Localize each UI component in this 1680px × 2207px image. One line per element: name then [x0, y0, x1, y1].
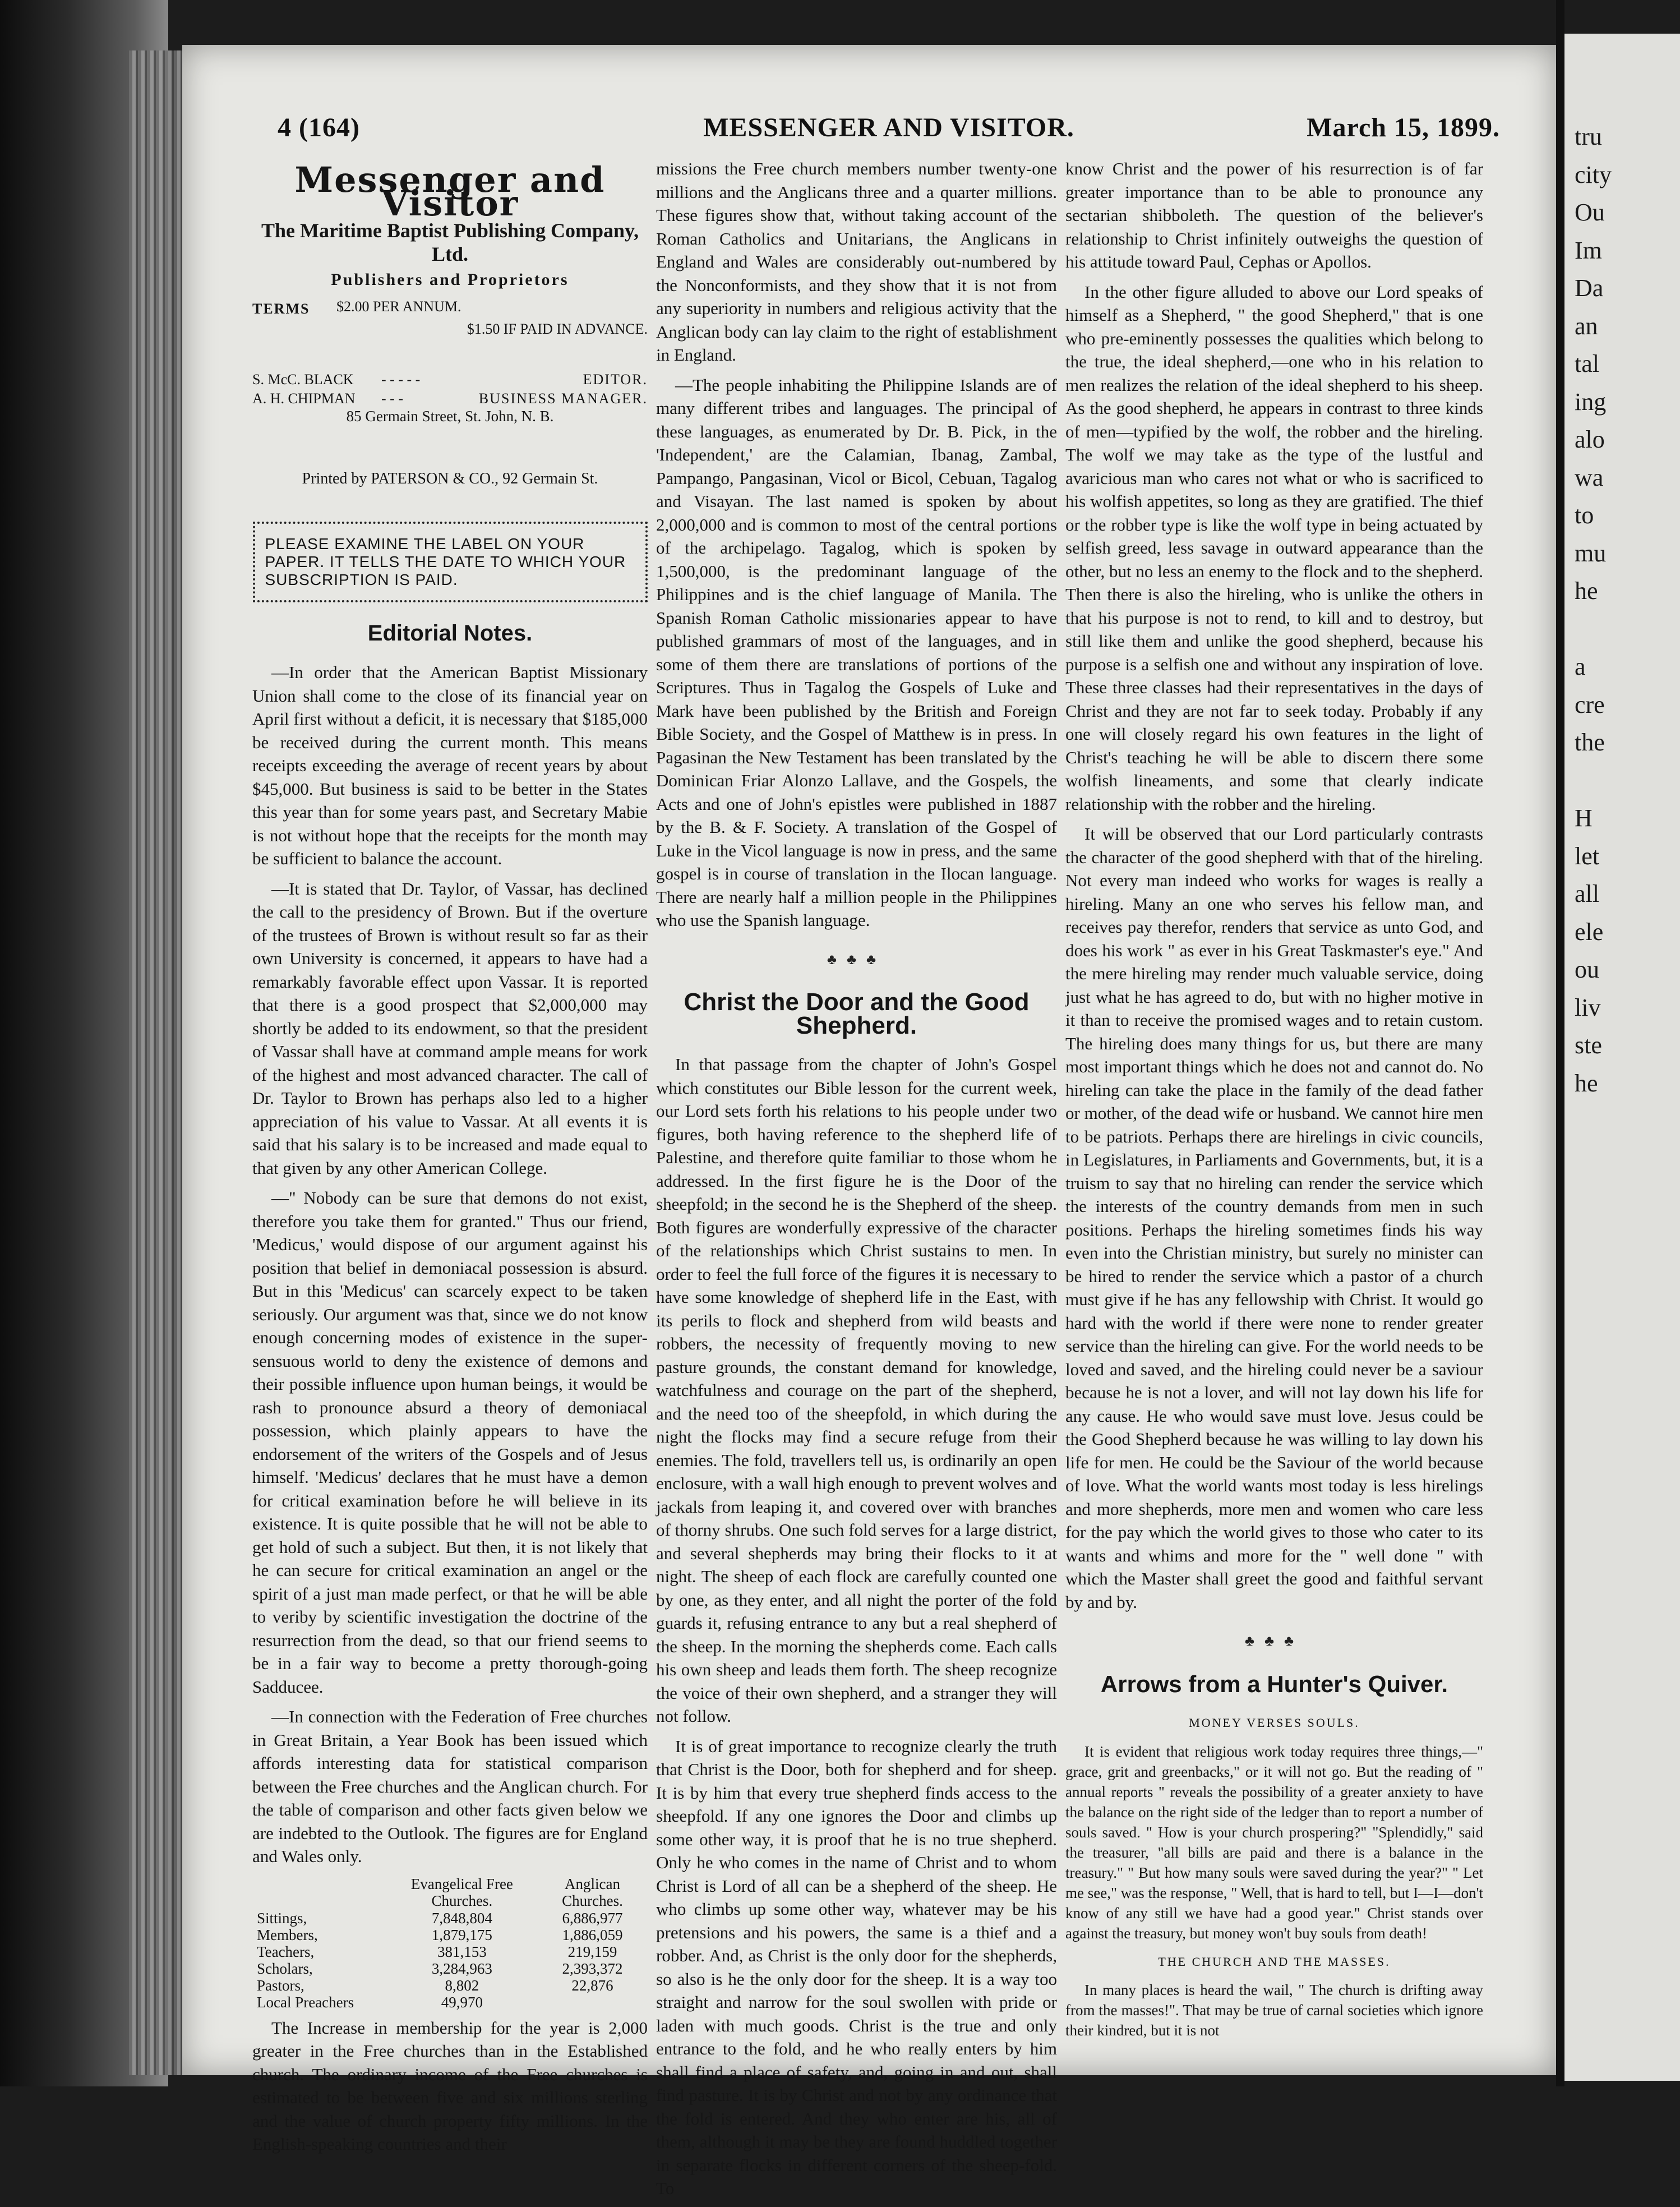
masthead	[252, 159, 648, 292]
office-address: 85 Germain Street, St. John, N. B.	[346, 407, 554, 425]
editorial-paragraph: The Increase in membership for the year is 2,000 greater in the Free churches than in the Established church. The ordinary income of the Free churches is estimated to be between five and six millions sterling and the value of church property fifty millions. In the English-speaking countries and their	[252, 2017, 648, 2154]
section-heading-christ-the-door: Christ the Door and the Good Shepherd.	[684, 988, 1030, 1039]
column-2	[656, 157, 1057, 2207]
terms-advance: $1.50 IF PAID IN ADVANCE.	[467, 320, 648, 337]
article-paragraph: —The people inhabiting the Philippine Islands are of many different tribes and languages. The principal of these languages, as enumerated by Dr. B. Pick, in the 'Independent,' are the Calamian, Ibanag, Zambal, Pampango, Pangasinan, Vicol or Bicol, Cebuan, Tagalog and Visayan. The last named is spoken by about 2,000,000 and is common to most of the central portions of the archipelago. Tagalog, which is spoken by 1,500,000, is the predominant language of the Philippines and is the chief language of Manila. The Spanish Roman Catholic missionaries appear to have published grammars of most of the languages, and in some of them there are translations of portions of the Scriptures. Thus in Tagalog the Gospels of Luke and Mark have been published by the British and Foreign Bible Society, and the Gospel of Matthew is in press. In Pagasinan the New Testament has been translated by the Dominican Friar Alonzo Lallave, and the Gospels, the Acts and one of John's epistles were published in 1887 by the B. & F. Society. A translation of the Gospel of Luke in the Vicol language is now in press, and the same gospel is in course of translation in the Ilocan language. There are nearly half a million people in the Philippines who use the Spanish language.	[656, 375, 1057, 930]
table-header-free: Evangelical Free Churches.	[410, 1875, 513, 1909]
editorial-paragraph: —It is stated that Dr. Taylor, of Vassar, has declined the call to the presidency of Brown. But if the overture of the trustees of Brown is without result so far as their own University is concerned, it appears to have had a remarkably favorable effect upon Vassar. It is reported that there is a good prospect that $2,000,000 may shortly be added to its endowment, so that the president of Vassar shall have at command ample means for work of the highest and most advanced character. The call of Dr. Taylor to Brown has perhaps also led to a higher appreciation of his value to Vassar. At all events it is said that his salary is to be increased and made equal to that given by any other American College.	[252, 878, 648, 1178]
table-cell-anglican: 2,393,372	[562, 1960, 623, 1977]
article-paragraph: It is of great importance to recognize clearly the truth that Christ is the Door, both for shepherd and for sheep. It is by him that every true shepherd finds access to the sheepfold. If any one ignores the Door and climbs up some other way, it is proof that he is no true shepherd. Only he who comes in the name of Christ and to whom Christ is Lord of all can be a shepherd of the sheep. He who climbs up some other way, whatever may be his pretensions and his powers, the same is a thief and a robber. And, as Christ is the only door for the shepherds, so also is he the only door for the sheep. It is a way too straight and narrow for the soul swollen with pride or laden with much goods. Christ is the true and only entrance to the fold, and he who really enters by him shall find a place of safety, and, going in and out, shall find pasture. It is by Christ and not by any ordinance that the fold is entered. And they who enter are his, all of them, although it may be they are found huddled together in separate flocks in different corners of the sheep-fold. To	[656, 1736, 1057, 2198]
table-cell-free: 49,970	[441, 1993, 483, 2011]
table-cell-label: Teachers,	[257, 1943, 315, 1960]
page-gutter	[1556, 0, 1564, 2086]
column-1	[252, 159, 648, 2163]
manager-row	[252, 387, 648, 407]
table-cell-free: 7,848,804	[431, 1909, 492, 1927]
ornament-divider: ♣♣♣	[1244, 1633, 1304, 1649]
editorial-paragraph: —In connection with the Federation of Free churches in Great Britain, a Year Book has been issued which affords interesting data for statistical comparison between the Free churches and the Anglican church. For the table of comparison and other facts given below we are indebted to the Outlook. The figures are for England and Wales only.	[252, 1707, 648, 1866]
table-cell-label: Local Preachers	[257, 1993, 354, 2011]
table-cell-anglican: 6,886,977	[562, 1909, 623, 1927]
table-cell-label: Sittings,	[257, 1909, 307, 1927]
table-cell-anglican	[537, 1994, 648, 2011]
table-cell-free: 381,153	[437, 1943, 487, 1960]
table-header-anglican: Anglican Churches.	[562, 1875, 623, 1909]
newspaper-page	[182, 45, 1556, 2198]
page-edges	[129, 50, 182, 2075]
table-header-blank	[252, 1875, 387, 1910]
subscription-terms	[252, 295, 648, 357]
article-paragraph: It will be observed that our Lord particularly contrasts the character of the good shepherd with that of the hireling. Not every man indeed who works for wages is really a hireling. Many an one who serves his fellow man, and receives pay therefor, renders that service as unto God, and does his work " as ever in his Great Taskmaster's eye." And the mere hireling may render much valuable service, doing just what he has agreed to do, but with no higher motive in it than to receive the promised wages and to retain custom. The hireling does many things for us, but there are many most important things which he does not and cannot do. No hireling can take the place in the family of the dead father or mother, of the dead wife or husband. We cannot hire men to be patriots. Perhaps there are hirelings in civic councils, in Legislatures, in Parliaments and Governments, but, it is a truism to say that no hireling can render the service which the interests of the country demands from men in such positions. Perhaps the hireling sometimes finds his way even into the Christian ministry, but surely no minister can be hired to render the service which a pastor of a church must give if he has any fellowship with Christ. It would go hard with the world if there were none to render greater service than the hireling can give. For the world needs to be loved and saved, and the hireling could never be a saviour because he is not a lover, and will not lay down his life for any cause. He who would save must love. Jesus could be the Good Shepherd because he was willing to lay down his life for men. He could be the Saviour of the world because of love. What the world wants most today is less hirelings and more shepherds, more men and women who care less for the pay which the world gives to those who cater to its wants and whims and more for the " well done " with which the Master shall greet the good and faithful servant by and by.	[1065, 824, 1483, 1612]
table-cell-anglican: 219,159	[567, 1943, 617, 1960]
table-row	[252, 1927, 648, 1943]
table-cell-anglican: 1,886,059	[562, 1926, 623, 1943]
article-paragraph: missions the Free church members number twenty-one millions and the Anglicans three and a quarter millions. These figures show that, without taking account of the Roman Catholics and Unitarians, the Anglicans in England and Wales are considerably out-numbered by the Nonconformists, and they show that it is not from any superiority in numbers and religious activity that the Anglican body can lay claim to the right of establishment in England.	[656, 159, 1057, 365]
editorial-paragraph: —" Nobody can be sure that demons do not exist, therefore you take them for granted." Thus our friend, 'Medicus,' would dispose of our argument against his position that belief in demoniacal possession is absurd. But in this 'Medicus' can scarcely expect to be taken seriously. Our argument was that, since we do not know enough concerning modes of existence in the super-sensuous world to deny the existence of demons and their possible influence upon human beings, it would be rash to pronounce absurd a theory of demoniacal possession, which plainly appears to have the endorsement of the writers of the Gospels and of Jesus himself. 'Medicus' declares that he must have a demon for critical examination before he will believe in its existence. It is quite possible that he will not be able to get hold of such a subject. But then, it is not likely that he can secure for critical examination an angel or the spirit of a just man made perfect, or that he will be able to veriby by scientific investigation the doctrine of the resurrection from the dead, so that our friend seems to be in a fair way to become a pretty thorough-going Sadducee.	[252, 1188, 648, 1697]
table-cell-label: Members,	[257, 1926, 318, 1943]
page-number: 4 (164)	[278, 113, 360, 142]
editor-row	[252, 368, 648, 388]
manager-role: BUSINESS MANAGER.	[478, 390, 648, 407]
leader-dots: - - - - -	[381, 371, 421, 388]
table-body	[252, 1910, 648, 2011]
article-paragraph: In many places is heard the wail, " The church is drifting away from the masses!". That may be true of carnal societies which ignore their kindred, but it is not	[1065, 1982, 1483, 2039]
table-cell-free: 3,284,963	[431, 1960, 492, 1977]
running-title: MESSENGER AND VISITOR.	[703, 113, 1074, 142]
table-row	[252, 1910, 648, 1927]
section-heading-arrows: Arrows from a Hunter's Quiver.	[1100, 1670, 1448, 1697]
terms-label: TERMS	[252, 300, 310, 317]
table-cell-label: Pastors,	[257, 1976, 304, 1994]
table-row	[252, 1977, 648, 1994]
article-paragraph: In that passage from the chapter of John's Gospel which constitutes our Bible lesson for the current week, our Lord sets forth his relations to his people under two figures, both having reference to the shepherd life of Palestine, and therefore quite familiar to those whom he addressed. In the first figure he is the Door of the sheepfold; in the second he is the Shepherd of the sheep. Both figures are wonderfully expressive of the character of the relationships which Christ sustains to men. In order to feel the full force of the figures it is necessary to have some knowledge of shepherd life in the East, with its perils to flock and shepherd from wild beasts and robbers, the necessity of frequently moving to new pasture grounds, the constant demand for knowledge, watchfulness and courage on the part of the shepherd, and the need too of the sheepfold, in which during the night the flocks may find a secure refuge from their enemies. The fold, travellers tell us, is ordinarily an open enclosure, with a wall high enough to prevent wolves and jackals from leaping it, and covered over with branches of thorny shrubs. One such fold serves for a large district, and several shepherds may bring their flocks to it at night. The sheep of each flock are carefully counted one by one, as they enter, and all night the porter of the fold guards it, refusing entrance to any but a real shepherd of the sheep. In the morning the shepherds come. Each calls his own sheep and leads them forth. The sheep recognize the voice of their own shepherd, and a stranger they will not follow.	[656, 1054, 1057, 1726]
publisher-company: The Maritime Baptist Publishing Company, Ltd.	[261, 219, 639, 265]
editorial-paragraph: —In order that the American Baptist Missionary Union shall come to the close of its financial year on April first without a deficit, it is necessary that $185,000 be received during the current month. This means receipts exceeding the average of recent years by about $45,000. But business is said to be better in the States this year than for some years past, and Secretary Mabie is not without hope that the receipts for the month may be sufficient to balance the account.	[252, 662, 648, 868]
masthead-title: Messenger and Visitor	[294, 159, 606, 224]
leader-dots: - - -	[381, 390, 403, 407]
table-cell-free: 1,879,175	[431, 1926, 492, 1943]
printer-credit: Printed by PATERSON & CO., 92 Germain St.	[302, 470, 598, 487]
section-heading-editorial: Editorial Notes.	[367, 620, 533, 646]
terms-annual: $2.00 PER ANNUM.	[336, 298, 461, 315]
article-paragraph: In the other figure alluded to above our Lord speaks of himself as a Shepherd, " the good Shepherd," that is one who pre-eminently possesses the qualities which belong to the true, the ideal shepherd,—one who in his relation to men realizes the relation of the ideal shepherd to his sheep. As the good shepherd, he appears in contrast to three kinds of men—typified by the wolf, the robber and the hireling. The wolf we may take as the type of the lustful and avaricious man who cares not what or who is sacrificed to his wolfish appetites, so long as they are gratified. The thief or the robber type is like the wolf type in being actuated by selfish greed, less savage in outward appearance than the other, but no less an enemy to the flock and to the shepherd. Then there is also the hireling, who is unlike the others in that his purpose is not to rend, to kill and to destroy, but still like them and unlike the good shepherd, because his purpose is a selfish one and without any inspiration of love. These three classes had their representatives in the days of Christ and they are not far to seek today. Probably if any one will closely regard his own features in the light of Christ's teaching he will be able to discern there some wolfish lineaments, and some that clearly indicate relationship with the robber and the hireling.	[1065, 282, 1483, 814]
manager-name: A. H. CHIPMAN	[252, 390, 356, 407]
table-cell-label: Scholars,	[257, 1960, 313, 1977]
table-row	[252, 1994, 648, 2011]
adjacent-page-text: tru city Ou Im Da an tal ing alo wa to mu he a cre the H let all ele ou liv ste he	[1575, 123, 1612, 1097]
subheading-church-masses: THE CHURCH AND THE MASSES.	[1158, 1954, 1391, 1969]
table-row	[252, 1943, 648, 1960]
column-3	[1065, 157, 1483, 2047]
ornament-divider: ♣♣♣	[827, 951, 887, 967]
staff-list	[252, 368, 648, 424]
church-statistics-table	[252, 1875, 648, 2011]
issue-date: March 15, 1899.	[1307, 113, 1500, 142]
table-cell-anglican: 22,876	[571, 1976, 613, 1994]
subscription-notice-box: PLEASE EXAMINE THE LABEL ON YOUR PAPER. IT TELLS THE DATE TO WHICH YOUR SUBSCRIPTION IS PAID.	[253, 522, 648, 602]
adjacent-page-fragment	[1564, 34, 1680, 2081]
table-row	[252, 1960, 648, 1977]
publishers-line: Publishers and Proprietors	[331, 270, 569, 289]
page-header	[278, 112, 1500, 157]
subheading-money-souls: MONEY VERSES SOULS.	[1189, 1716, 1360, 1730]
table-cell-free: 8,802	[445, 1976, 479, 1994]
editor-role: EDITOR.	[583, 371, 648, 388]
article-paragraph: know Christ and the power of his resurrection is of far greater importance than to be able to pronounce any sectarian shibboleth. The question of the believer's relationship to Christ infinitely outweighs the question of his attitude toward Paul, Cephas or Apollos.	[1065, 159, 1483, 271]
article-paragraph: It is evident that religious work today requires three things,—" grace, grit and greenbacks," or it will not go. But the reading of " annual reports " reveals the possibility of a greater anxiety to have the balance on the right side of the ledger than to report a number of souls saved. " How is your church prospering?" "Splendidly," said the treasurer, "all bills are paid and there is a balance in the treasury." " But how many souls were saved during the year?" " Let me see," was the response, " Well, that is hard to tell, but I—I—don't know of any still we have had a good year." Christ stands over against the treasury, but money won't buy souls from death!	[1065, 1743, 1483, 1942]
editor-name: S. McC. BLACK	[252, 371, 354, 388]
